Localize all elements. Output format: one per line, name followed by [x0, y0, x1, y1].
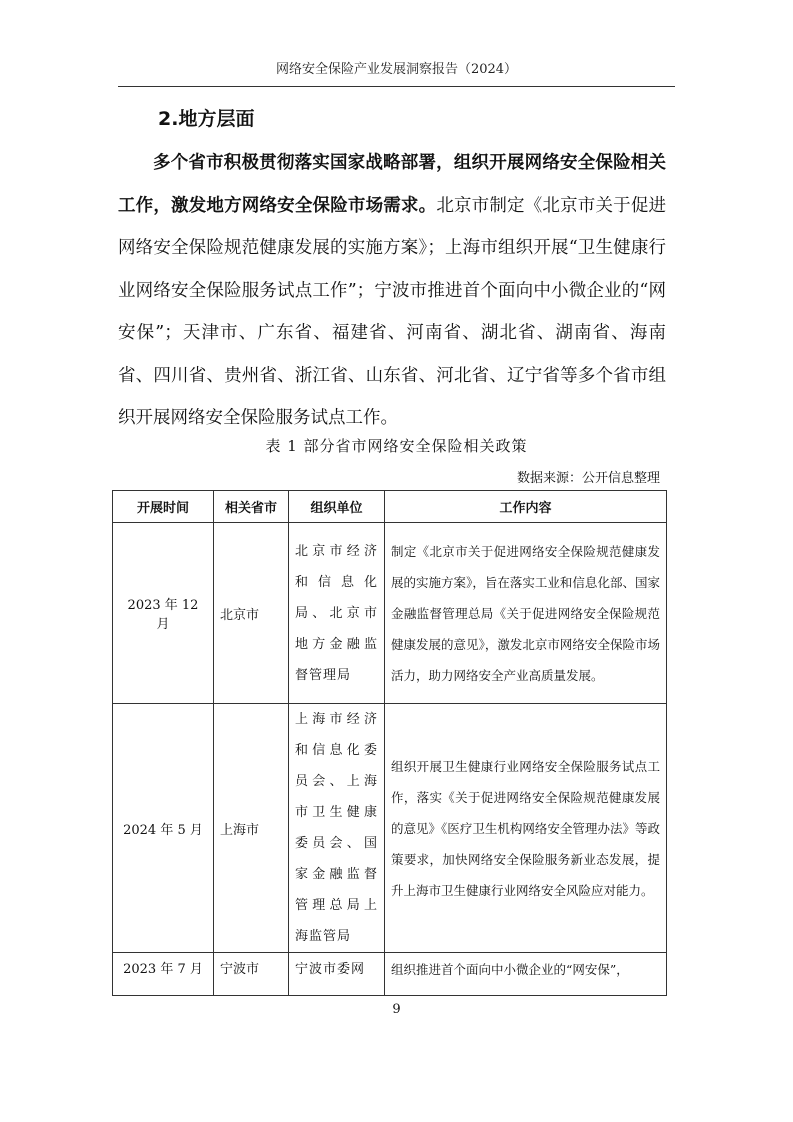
lead-sentence: 多个省市积极贯彻落实国家战略部署，组织开展网络安全保险相关工作，激发地方网络安全保险市场需求。 — [118, 153, 666, 216]
cell-work-content: 组织推进首个面向中小微企业的“网安保”， — [385, 953, 667, 996]
table-caption: 表 1 部分省市网络安全保险相关政策 — [265, 437, 528, 455]
cell-organization: 北京市经济和信息化局、北京市地方金融监督管理局 — [289, 523, 385, 704]
policy-table — [112, 490, 667, 996]
table-header-row — [113, 491, 667, 523]
cell-work-content: 组织开展卫生健康行业网络安全保险服务试点工作，落实《关于促进网络安全保险规范健康发展的意见》《医疗卫生机构网络安全管理办法》等政策要求，加快网络安全保险服务新业态发展，提升上海市卫生健康行业网络安全风险应对能力。 — [385, 704, 667, 953]
column-header-organization: 组织单位 — [289, 491, 385, 523]
running-header: 网络安全保险产业发展洞察报告（2024） — [275, 62, 518, 77]
cell-organization: 宁波市委网 — [289, 953, 385, 996]
cell-date: 2023 年 12 月 — [113, 523, 214, 704]
cell-organization: 上海市经济和信息化委员会、上海市卫生健康委员会、国家金融监督管理总局上海监管局 — [289, 704, 385, 953]
column-header-date: 开展时间 — [113, 491, 214, 523]
data-source-note: 数据来源：公开信息整理 — [516, 471, 660, 486]
body-paragraph — [118, 142, 666, 440]
cell-work-content: 制定《北京市关于促进网络安全保险规范健康发展的实施方案》，旨在落实工业和信息化部、国家金融监督管理总局《关于促进网络安全保险规范健康发展的意见》，激发北京市网络安全保险市场活力，助力网络安全产业高质量发展。 — [385, 523, 667, 704]
page-number: 9 — [392, 1002, 401, 1017]
cell-date: 2024 年 5 月 — [113, 704, 214, 953]
cell-province: 宁波市 — [214, 953, 289, 996]
paragraph-text: 北京市制定《北京市关于促进网络安全保险规范健康发展的实施方案》；上海市组织开展“卫生健康行业网络安全保险服务试点工作”；宁波市推进首个面向中小微企业的“网安保”；天津市、广东省、福建省、河南省、湖北省、湖南省、海南省、四川省、贵州省、浙江省、山东省、河北省、辽宁省等多个省市组织开展网络安全保险服务试点工作。 — [118, 195, 667, 428]
column-header-work-content: 工作内容 — [385, 491, 667, 523]
table-row — [113, 704, 667, 953]
column-header-province: 相关省市 — [214, 491, 289, 523]
table-row — [113, 523, 667, 704]
header-divider — [118, 86, 675, 87]
section-heading: 2.地方层面 — [158, 108, 255, 130]
cell-date: 2023 年 7 月 — [113, 953, 214, 996]
cell-province: 上海市 — [214, 704, 289, 953]
table-row — [113, 953, 667, 996]
cell-province: 北京市 — [214, 523, 289, 704]
